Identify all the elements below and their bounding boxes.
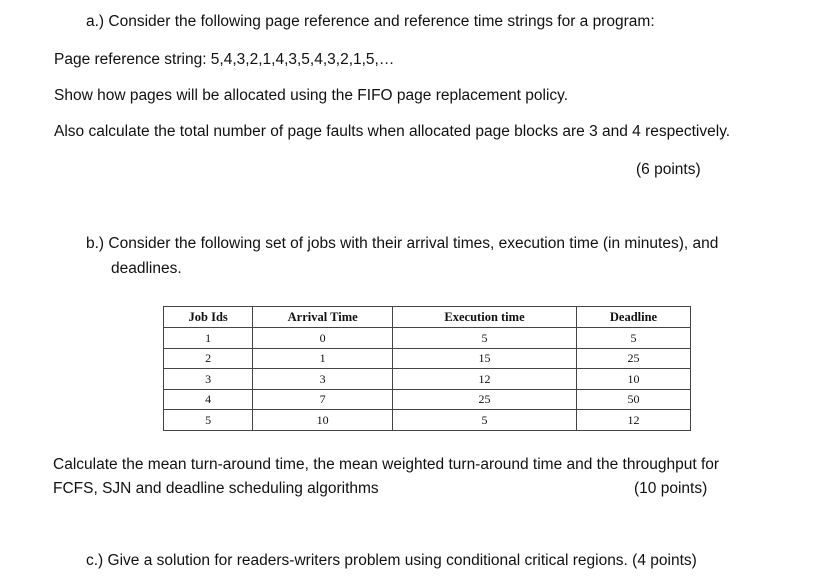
question-b-title: b.) Consider the following set of jobs with their arrival times, execution time (in minutes), and — [86, 235, 719, 252]
header-execution-time: Execution time — [393, 307, 577, 328]
cell-execution: 15 — [393, 348, 577, 369]
cell-arrival: 10 — [253, 410, 393, 431]
cell-deadline: 50 — [576, 389, 690, 410]
cell-execution: 12 — [393, 369, 577, 390]
cell-execution: 25 — [393, 389, 577, 410]
question-a-calculation: Also calculate the total number of page faults when allocated page blocks are 3 and 4 respectively. — [54, 123, 731, 140]
question-c: c.) Give a solution for readers-writers problem using conditional critical regions. (4 points) — [86, 552, 697, 569]
header-arrival-time: Arrival Time — [253, 307, 393, 328]
header-job-ids: Job Ids — [164, 307, 253, 328]
cell-job-id: 1 — [164, 328, 253, 349]
table-row — [164, 369, 691, 390]
cell-deadline: 25 — [576, 348, 690, 369]
cell-execution: 5 — [393, 328, 577, 349]
question-b-calculation-continued: FCFS, SJN and deadline scheduling algorithms — [53, 480, 379, 497]
cell-arrival: 7 — [253, 389, 393, 410]
table-row — [164, 389, 691, 410]
question-b-title-continued: deadlines. — [111, 260, 182, 277]
cell-job-id: 3 — [164, 369, 253, 390]
question-a-points: (6 points) — [636, 161, 701, 178]
table-row — [164, 410, 691, 431]
cell-deadline: 5 — [576, 328, 690, 349]
question-b-calculation: Calculate the mean turn-around time, the mean weighted turn-around time and the throughput for — [53, 456, 720, 473]
cell-job-id: 4 — [164, 389, 253, 410]
cell-execution: 5 — [393, 410, 577, 431]
cell-arrival: 0 — [253, 328, 393, 349]
cell-job-id: 2 — [164, 348, 253, 369]
cell-arrival: 3 — [253, 369, 393, 390]
table-row — [164, 328, 691, 349]
cell-deadline: 10 — [576, 369, 690, 390]
question-a-instruction: Show how pages will be allocated using the FIFO page replacement policy. — [54, 87, 569, 104]
cell-deadline: 12 — [576, 410, 690, 431]
table-header-row — [164, 307, 691, 328]
page-reference-string: Page reference string: 5,4,3,2,1,4,3,5,4,3,2,1,5,… — [54, 51, 395, 68]
jobs-table — [163, 306, 691, 431]
table-row — [164, 348, 691, 369]
cell-job-id: 5 — [164, 410, 253, 431]
question-b-points: (10 points) — [634, 480, 708, 497]
header-deadline: Deadline — [576, 307, 690, 328]
cell-arrival: 1 — [253, 348, 393, 369]
question-a-title: a.) Consider the following page reference and reference time strings for a program: — [86, 13, 655, 30]
